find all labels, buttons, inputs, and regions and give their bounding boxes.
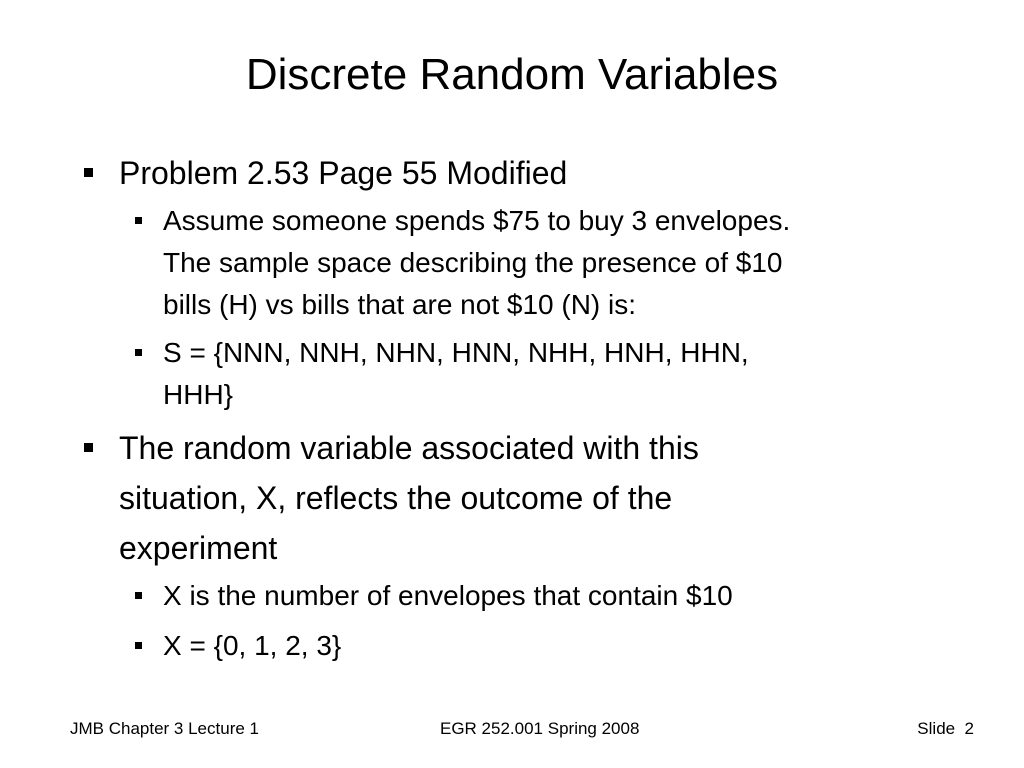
square-bullet-icon [135, 592, 142, 599]
bullet-sample-space [135, 332, 995, 418]
square-bullet-icon [84, 443, 93, 452]
bullet-text: Assume someone spends $75 to buy 3 envelopes. The sample space describing the presence of $10 bills (H) vs bills that are not $10 (N) is: [163, 205, 791, 320]
bullet-x-definition [135, 575, 995, 617]
bullet-text: X is the number of envelopes that contain $10 [163, 580, 733, 611]
bullet-text: Problem 2.53 Page 55 Modified [119, 155, 568, 191]
square-bullet-icon [135, 349, 142, 356]
bullet-assume [135, 200, 995, 330]
bullet-x-values [135, 625, 995, 667]
square-bullet-icon [135, 217, 142, 224]
bullet-problem [84, 148, 984, 198]
footer-left: JMB Chapter 3 Lecture 1 [70, 719, 259, 738]
bullet-text: S = {NNN, NNH, NHN, HNN, NHH, HNH, HHN, HHH} [163, 337, 749, 410]
bullet-random-variable [84, 423, 984, 573]
footer-slide-number: Slide 2 [917, 719, 974, 738]
square-bullet-icon [135, 642, 142, 649]
square-bullet-icon [84, 168, 93, 177]
bullet-text: X = {0, 1, 2, 3} [163, 630, 342, 661]
footer-center: EGR 252.001 Spring 2008 [440, 719, 640, 738]
bullet-text: The random variable associated with this situation, X, reflects the outcome of the experiment [119, 430, 699, 566]
slide-title: Discrete Random Variables [245, 50, 779, 99]
